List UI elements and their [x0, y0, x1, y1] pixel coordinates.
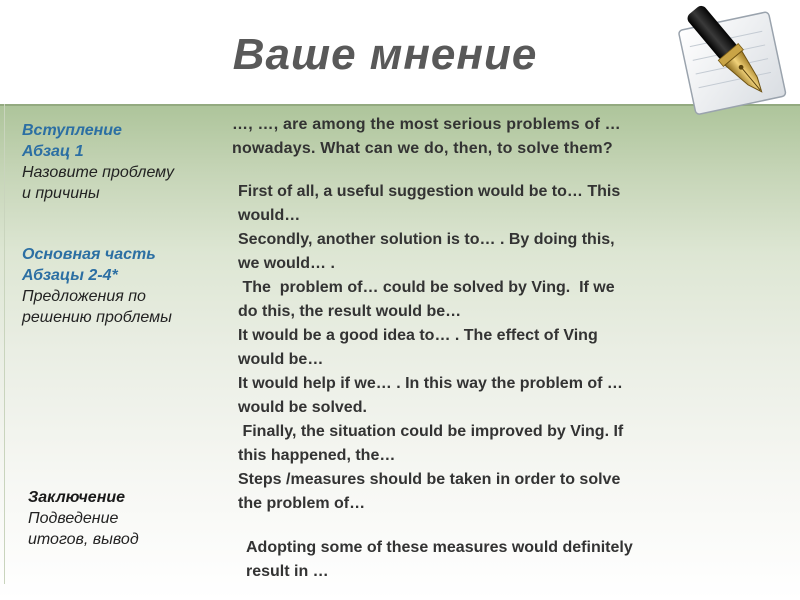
conclusion-section: [28, 487, 238, 550]
main-part-description-line: Предложения по: [22, 288, 146, 305]
phrase-line: we would… .: [238, 255, 335, 272]
introduction-paragraph-label: Абзац 1: [22, 143, 84, 160]
phrase-line: the problem of…: [238, 495, 366, 512]
phrase-line: would be…: [238, 351, 324, 368]
conclusion-heading: Заключение: [28, 489, 126, 506]
main-part-description-line: решению проблемы: [22, 309, 172, 326]
phrase-line: Adopting some of these measures would definitely: [246, 539, 633, 556]
conclusion-description-line: Подведение: [28, 510, 119, 527]
phrase-line: First of all, a useful suggestion would be to… This: [238, 183, 621, 200]
phrase-line: do this, the result would be…: [238, 303, 462, 320]
phrase-line: It would be a good idea to… . The effect of Ving: [238, 327, 598, 344]
conclusion-description-line: итогов, вывод: [28, 531, 139, 548]
main-part-heading: Основная часть: [22, 246, 156, 263]
phrase-line: would…: [238, 207, 301, 224]
phrase-line: It would help if we… . In this way the problem of …: [238, 375, 623, 392]
phrase-line: would be solved.: [238, 399, 367, 416]
main-part-paragraph-label: Абзацы 2-4*: [22, 267, 118, 284]
introduction-phrases: [232, 113, 732, 161]
phrase-line: Steps /measures should be taken in order to solve: [238, 471, 621, 488]
phrase-line: this happened, the…: [238, 447, 396, 464]
phrase-line: Finally, the situation could be improved by Ving. If: [238, 423, 624, 440]
phrase-line: The problem of… could be solved by Ving. If we: [238, 279, 615, 296]
left-guide-line: [4, 104, 5, 584]
phrase-line: …, …, are among the most serious problems of …: [232, 116, 621, 133]
main-part-phrases: [238, 180, 728, 516]
phrase-line: result in …: [246, 563, 329, 580]
slide-title: Ваше мнение: [232, 30, 538, 79]
main-part-section: [22, 244, 232, 328]
phrase-line: Secondly, another solution is to… . By doing this,: [238, 231, 615, 248]
conclusion-phrases: [246, 536, 746, 584]
introduction-description-line: и причины: [22, 185, 100, 202]
introduction-heading: Вступление: [22, 122, 122, 139]
phrase-line: nowadays. What can we do, then, to solve them?: [232, 140, 613, 157]
introduction-description-line: Назовите проблему: [22, 164, 174, 181]
fountain-pen-icon: [668, 2, 798, 120]
introduction-section: [22, 120, 232, 204]
